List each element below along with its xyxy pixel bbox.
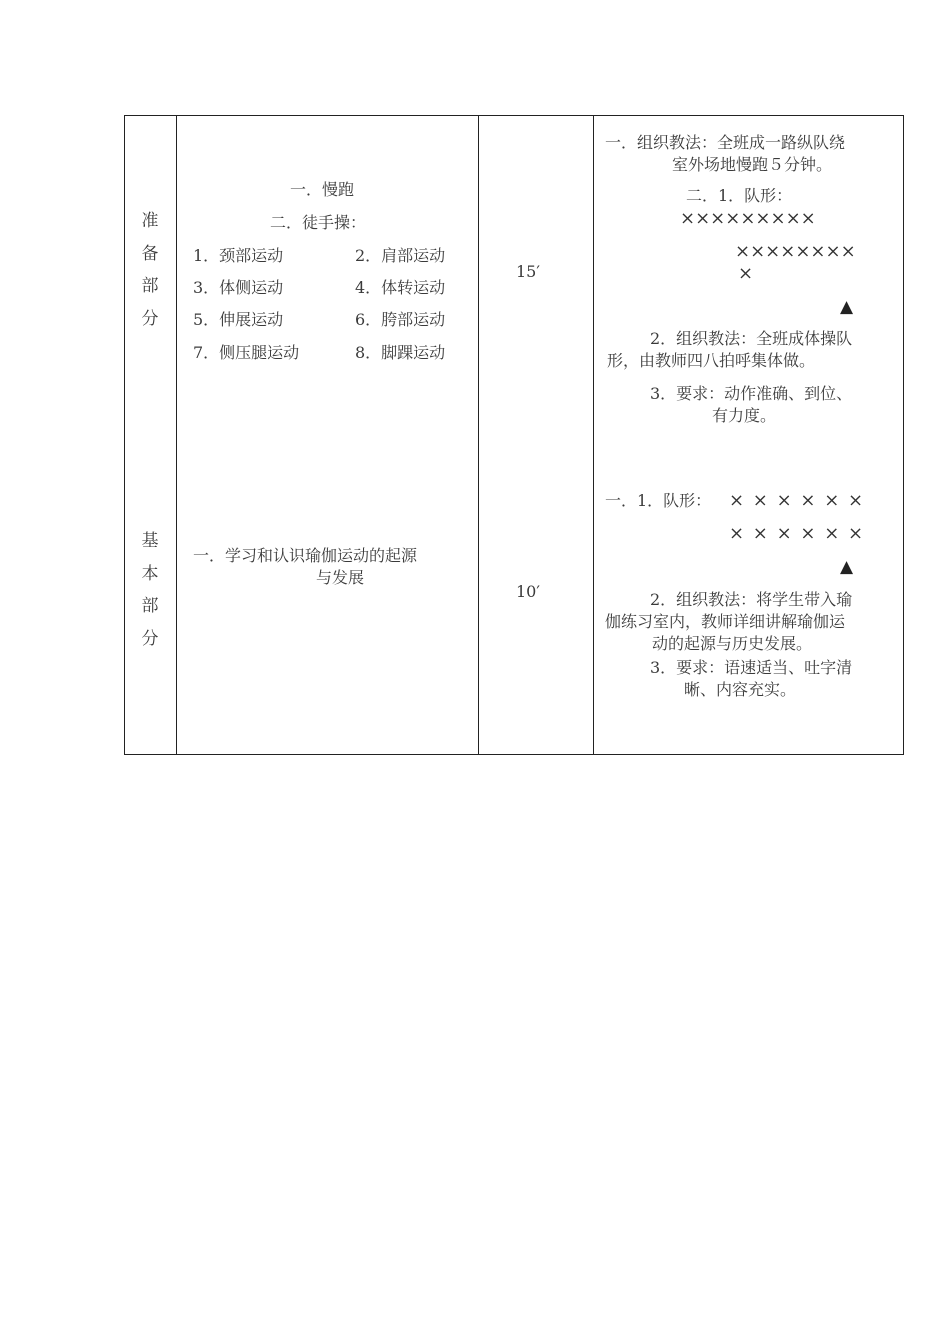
prep-method-line: 有力度。 bbox=[712, 406, 777, 425]
exercise-item: 6．胯部运动 bbox=[355, 310, 446, 329]
prep-jog: 一．慢跑 bbox=[290, 180, 355, 199]
formation-row: × × × × × × bbox=[729, 523, 864, 544]
prep-method-line: 3．要求：动作准确、到位、 bbox=[650, 384, 853, 403]
basic-method-line: 晰、内容充实。 bbox=[684, 680, 797, 699]
basic-method-line: 3．要求：语速适当、吐字清 bbox=[650, 658, 853, 677]
label-char: 分 bbox=[141, 628, 159, 649]
label-char: 基 bbox=[141, 531, 159, 551]
label-char: 部 bbox=[141, 276, 159, 296]
exercise-item: 4．体转运动 bbox=[355, 278, 446, 297]
basic-method-line: 动的起源与历史发展。 bbox=[652, 634, 813, 653]
exercise-item: 1．颈部运动 bbox=[193, 246, 284, 265]
prep-method-line: 2．组织教法：全班成体操队 bbox=[650, 329, 853, 348]
basic-content-line: 与发展 bbox=[316, 568, 365, 587]
section-label-prep bbox=[139, 205, 161, 335]
prep-formation-label: 二．1．队形： bbox=[686, 186, 793, 205]
formation-row: ×××××××× bbox=[735, 241, 856, 262]
formation-row: × × × × × × bbox=[729, 490, 864, 511]
exercise-item: 7．侧压腿运动 bbox=[193, 343, 300, 362]
prep-method-line: 一．组织教法：全班成一路纵队绕 bbox=[605, 133, 846, 152]
label-char: 备 bbox=[141, 243, 159, 264]
exercise-item: 8．脚踝运动 bbox=[355, 343, 446, 362]
prep-method-line: 形，由教师四八拍呼集体做。 bbox=[607, 351, 816, 370]
exercise-item: 2．肩部运动 bbox=[355, 246, 446, 265]
prep-method-line: 室外场地慢跑５分钟。 bbox=[672, 155, 833, 174]
label-char: 本 bbox=[141, 563, 159, 584]
column-divider bbox=[176, 116, 177, 754]
basic-time: 10′ bbox=[516, 582, 540, 601]
column-divider bbox=[478, 116, 479, 754]
teacher-triangle-icon: ▲ bbox=[840, 297, 854, 317]
prep-time: 15′ bbox=[516, 262, 540, 281]
basic-content-line: 一．学习和认识瑜伽运动的起源 bbox=[193, 546, 418, 565]
label-char: 部 bbox=[141, 596, 159, 616]
basic-formation-label: 一．1．队形： bbox=[605, 491, 712, 510]
label-char: 准 bbox=[141, 211, 159, 231]
prep-exercise-heading: 二．徒手操： bbox=[270, 213, 367, 232]
teacher-triangle-icon: ▲ bbox=[840, 557, 854, 577]
exercise-item: 3．体侧运动 bbox=[193, 278, 284, 297]
basic-method-line: 伽练习室内，教师详细讲解瑜伽运 bbox=[605, 612, 846, 631]
section-label-basic bbox=[139, 525, 161, 655]
exercise-item: 5．伸展运动 bbox=[193, 310, 284, 329]
column-divider bbox=[593, 116, 594, 754]
formation-row: ××××××××× bbox=[680, 208, 816, 229]
basic-method-line: 2．组织教法：将学生带入瑜 bbox=[650, 590, 853, 609]
formation-row: × bbox=[738, 263, 754, 284]
label-char: 分 bbox=[141, 308, 159, 329]
